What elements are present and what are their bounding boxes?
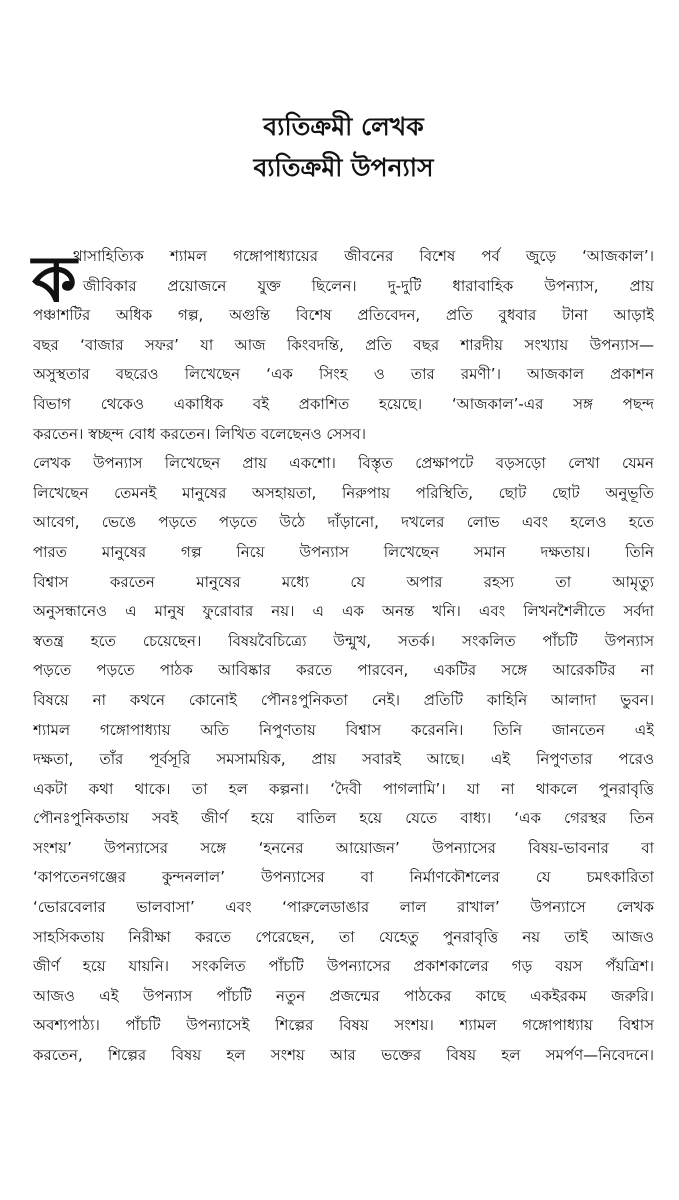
text-line: বিশ্বাস করতেন মানুষের মধ্যে যে অপার রহস্য তা আমৃত্যু	[33, 572, 654, 591]
title-line-1: ব্যতিক্রমী লেখক	[263, 112, 424, 141]
text-line: বছর ‘বাজার সফর’ যা আজ কিংবদন্তি, প্রতি বছর শারদীয় সংখ্যায় উপন্যাস—	[33, 335, 654, 354]
text-line: জীর্ণ হয়ে যায়নি। সংকলিত পাঁচটি উপন্যাসের প্রকাশকালের গড় বয়স পঁয়ত্রিশ।	[33, 957, 654, 976]
text-line: অনুসন্ধানেও এ মানুষ ফুরোবার নয়। এ এক অনন্ত খনি। এবং লিখনশৈলীতে সর্বদা	[33, 602, 654, 621]
text-line: অসুস্থতার বছরেও লিখেছেন ‘এক সিংহ ও তার রমণী’। আজকাল প্রকাশন	[33, 365, 654, 384]
title-line-2: ব্যতিক্রমী উপন্যাস	[253, 153, 434, 182]
text-line: অবশ্যপাঠ্য। পাঁচটি উপন্যাসেই শিল্পের বিষয় সংশয়। শ্যামল গঙ্গোপাধ্যায় বিশ্বাস	[33, 1016, 654, 1035]
text-line: করতেন। স্বচ্ছন্দ বোধ করতেন। লিখিত বলেছেনও সেসব।	[33, 424, 366, 443]
text-line: পারত মানুষের গল্প নিয়ে উপন্যাস লিখেছেন সমান দক্ষতায়। তিনি	[33, 542, 654, 561]
text-line: ‘কাপতেনগঞ্জের কুন্দনলাল’ উপন্যাসের বা নির্মাণকৌশলের যে চমৎকারিতা	[33, 868, 654, 887]
text-line: আবেগ, ভেঙে পড়তে পড়তে উঠে দাঁড়ানো, দখলের লোভ এবং হলেও হতে	[33, 513, 654, 532]
drop-cap: ক	[32, 243, 77, 317]
text-line: একটা কথা থাকে। তা হল কল্পনা। ‘দৈবী পাগলামি’। যা না থাকলে পুনরাবৃত্তি	[33, 779, 654, 798]
chapter-title	[33, 106, 654, 188]
text-line: থাসাহিত্যিক শ্যামল গঙ্গোপাধ্যায়ের জীবনের বিশেষ পর্ব জুড়ে ‘আজকাল’।	[73, 247, 654, 265]
text-line: পৌনঃপুনিকতায় সবই জীর্ণ হয়ে বাতিল হয়ে যেতে বাধ্য। ‘এক গেরস্থর তিন	[33, 809, 654, 828]
text-line: জীবিকার প্রয়োজনে যুক্ত ছিলেন। দু-দুটি ধারাবাহিক উপন্যাস, প্রায়	[83, 276, 654, 295]
text-line: পঞ্চাশটির অধিক গল্প, অগুন্তি বিশেষ প্রতিবেদন, প্রতি বুধবার টানা আড়াই	[33, 306, 654, 325]
body-text	[33, 242, 654, 1071]
text-line: সাহসিকতায় নিরীক্ষা করতে পেরেছেন, তা যেহেতু পুনরাবৃত্তি নয় তাই আজও	[33, 927, 654, 946]
text-line: সংশয়’ উপন্যাসের সঙ্গে ‘হননের আয়োজন’ উপন্যাসের বিষয়-ভাবনার বা	[33, 838, 654, 857]
text-line: লিখেছেন তেমনই মানুষের অসহায়তা, নিরুপায় পরিস্থিতি, ছোট ছোট অনুভূতি	[33, 483, 654, 502]
text-line: দক্ষতা, তাঁর পূর্বসূরি সমসাময়িক, প্রায় সবারই আছে। এই নিপুণতার পরেও	[33, 750, 654, 769]
text-line: লেখক উপন্যাস লিখেছেন প্রায় একশো। বিস্তৃত প্রেক্ষাপটে বড়সড়ো লেখা যেমন	[33, 454, 654, 473]
text-line: করতেন, শিল্পের বিষয় হল সংশয় আর ভক্তের বিষয় হল সমর্পণ—নিবেদনে।	[33, 1046, 654, 1065]
text-line: শ্যামল গঙ্গোপাধ্যায় অতি নিপুণতায় বিশ্বাস করেননি। তিনি জানতেন এই	[33, 720, 654, 739]
text-line: বিষয়ে না কথনে কোনোই পৌনঃপুনিকতা নেই। প্রতিটি কাহিনি আলাদা ভুবন।	[33, 690, 654, 709]
text-line: আজও এই উপন্যাস পাঁচটি নতুন প্রজন্মের পাঠকের কাছে একইরকম জরুরি।	[33, 986, 654, 1005]
text-line: পড়তে পড়তে পাঠক আবিষ্কার করতে পারবেন, একটির সঙ্গে আরেকটির না	[33, 661, 654, 680]
text-line: স্বতন্ত্র হতে চেয়েছেন। বিষয়বৈচিত্র্যে উন্মুখ, সতর্ক। সংকলিত পাঁচটি উপন্যাস	[33, 631, 654, 650]
text-line: বিভাগ থেকেও একাধিক বই প্রকাশিত হয়েছে। ‘আজকাল’-এর সঙ্গ পছন্দ	[33, 394, 654, 413]
text-line: ‘ভোরবেলার ভালবাসা’ এবং ‘পারুলেডাঙার লাল রাখাল’ উপন্যাসে লেখক	[33, 898, 654, 917]
